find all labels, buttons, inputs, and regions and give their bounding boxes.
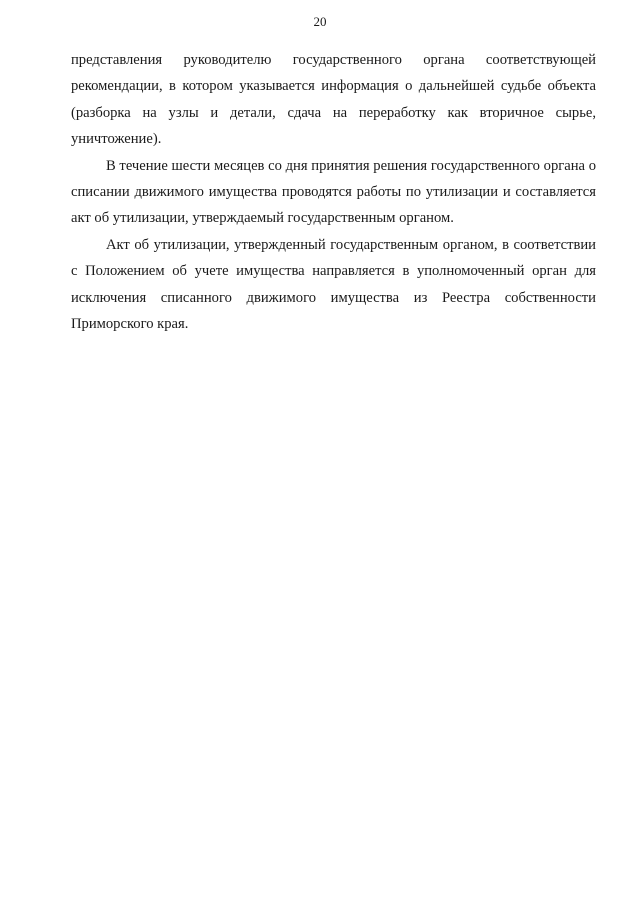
paragraph-disposal-act: Акт об утилизации, утвержденный государственным органом, в соответствии с Положением об учете имущества направляется в уполномоченный орган для исключения списанного движимого имущества из Реестра собственности Приморского края. [71, 236, 596, 333]
document-body [71, 47, 596, 337]
paragraph-continuation: представления руководителю государственного органа соответствующей рекомендации, в котором указывается информация о дальнейшей судьбе объекта (разборка на узлы и детали, сдача на переработку как вторичное сырье, уничтожение). [71, 52, 596, 148]
page-number: 20 [313, 14, 327, 29]
paragraph-disposal-works: В течение шести месяцев со дня принятия решения государственного органа о списании движимого имущества проводятся работы по утилизации и составляется акт об утилизации, утверждаемый государственным органом. [71, 157, 596, 227]
